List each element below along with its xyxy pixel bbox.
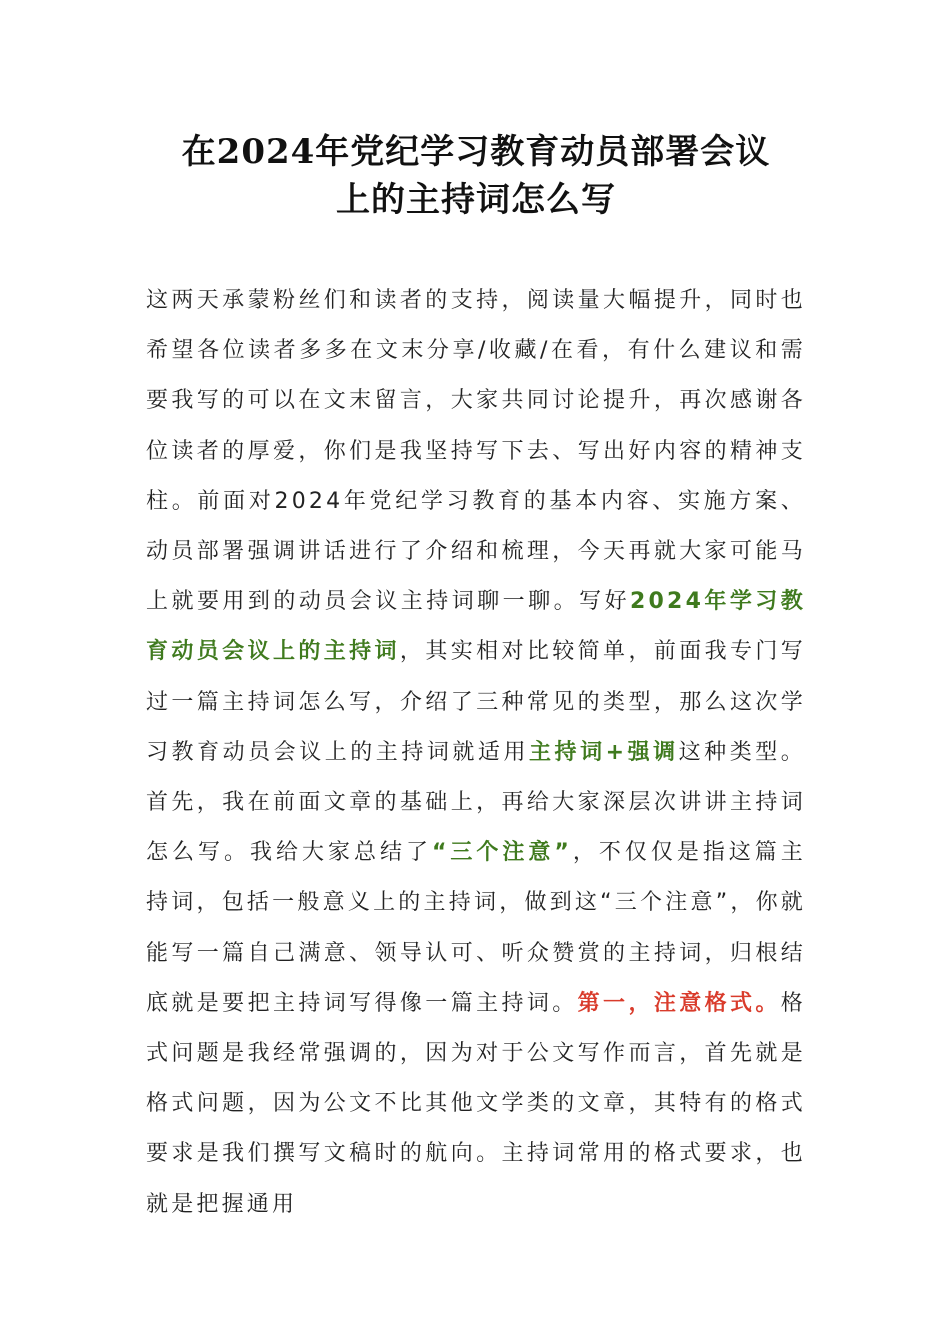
body-paragraph — [146, 276, 806, 1230]
highlight-host-plus-emphasis: 主持词+强调 — [529, 739, 679, 765]
highlight-first-note-format: 第一，注意格式。 — [577, 990, 781, 1016]
paragraph-text: 这两天承蒙粉丝们和读者的支持，阅读量大幅提升，同时也希望各位读者多多在文末分享/收藏/在看，有什么建议和需要我写的可以在文末留言，大家共同讨论提升，再次感谢各位读者的厚爱，你们是我坚持写下去、写出好内容的精神支柱。前面对2024年党纪学习教育的基本内容、实施方案、动员部署强调讲话进行了介绍和梳理，今天再就大家可能马上就要用到的动员会议主持词聊一聊。写好 — [146, 288, 806, 615]
document-title-line-2: 上的主持词怎么写 — [336, 180, 616, 220]
paragraph-text: 格式问题是我经常强调的，因为对于公文写作而言，首先就是格式问题，因为公文不比其他文学类的文章，其特有的格式要求是我们撰写文稿时的航向。主持词常用的格式要求，也就是把握通用 — [146, 990, 806, 1217]
highlight-meeting-host-speech: 2024年学习教育动员会议上的主持词 — [146, 589, 806, 665]
document-title-line-1: 在2024年党纪学习教育动员部署会议 — [181, 132, 771, 172]
paragraph-text: ，不仅仅是指这篇主持词，包括一般意义上的主持词，做到这“三个注意”，你就能写一篇自己满意、领导认可、听众赞赏的主持词，归根结底就是要把主持词写得像一篇主持词。 — [146, 840, 806, 1016]
highlight-three-notes: “三个注意” — [431, 840, 573, 866]
paragraph-text: 这种类型。首先，我在前面文章的基础上，再给大家深层次讲讲主持词怎么写。我给大家总结了 — [146, 739, 806, 866]
paragraph-text: ，其实相对比较简单，前面我专门写过一篇主持词怎么写，介绍了三种常见的类型，那么这次学习教育动员会议上的主持词就适用 — [146, 639, 806, 765]
